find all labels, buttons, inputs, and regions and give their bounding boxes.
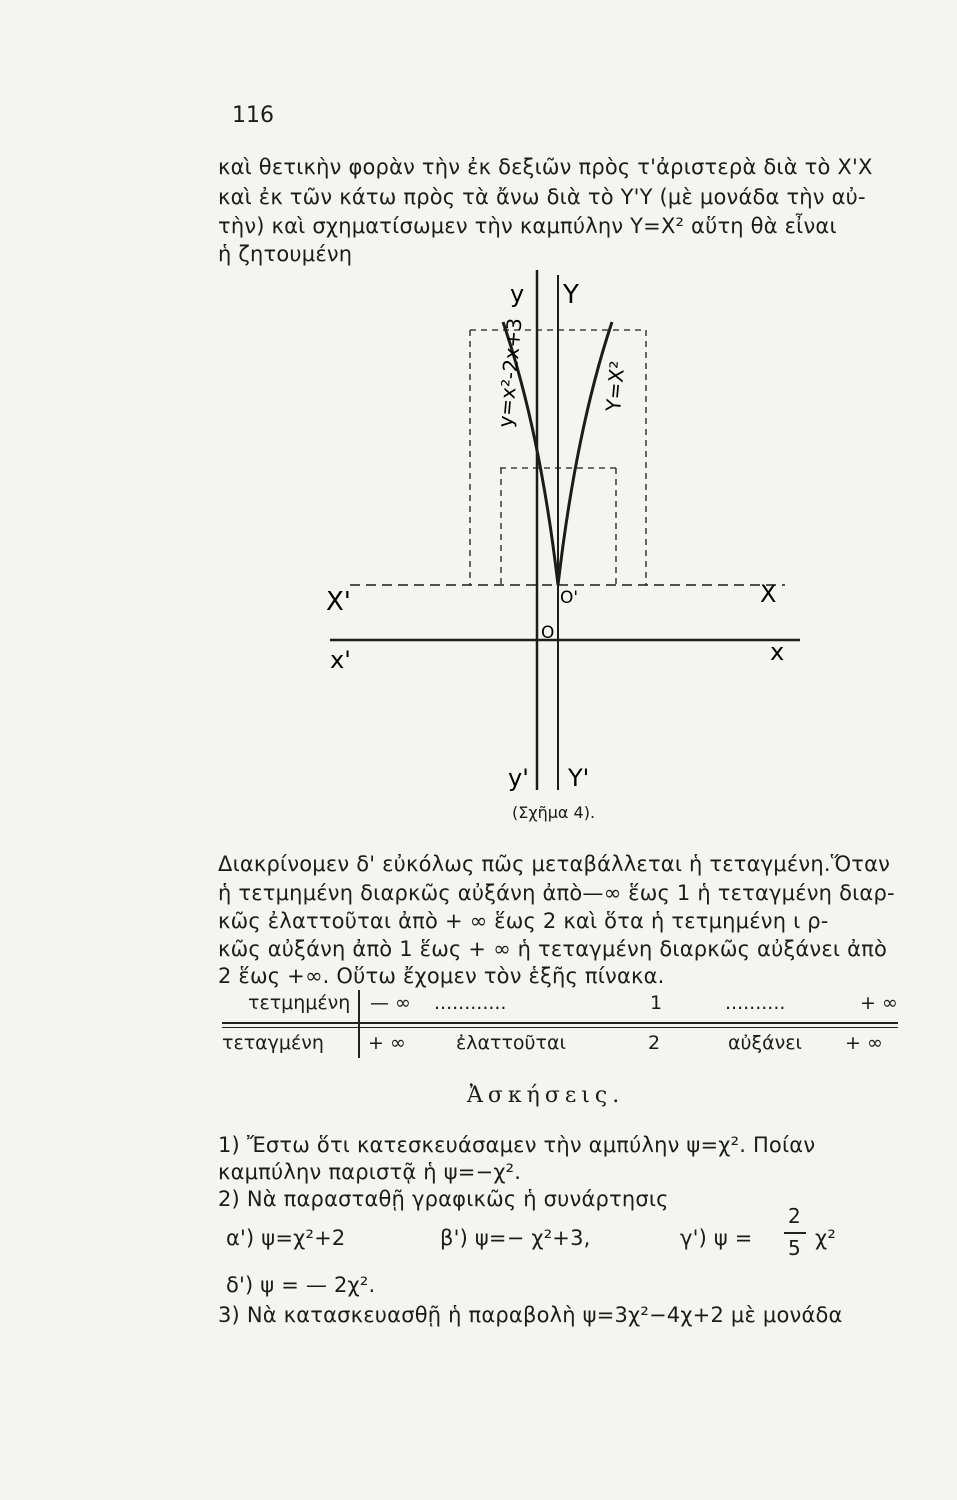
Y-label: Y (563, 280, 579, 310)
X-prime-label: X' (326, 587, 351, 617)
exercises-heading: Ἀσκήσεις. (467, 1083, 625, 1108)
table-cell: αὐξάνει (728, 1032, 802, 1054)
figure-caption: (Σχῆμα 4). (512, 803, 596, 822)
text-line: ἡ ζητουμένη (218, 242, 353, 266)
X-label: X (760, 580, 777, 608)
text-line: ἡ τετμημένη διαρκῶς αὐξάνη ἀπὸ—∞ ἕως 1 ἡ τεταγμένη διαρ- (218, 881, 895, 905)
y-label: y (510, 280, 525, 308)
table-cell: .......... (725, 992, 786, 1014)
table-cell: ............ (434, 992, 507, 1014)
table-cell: + ∞ (860, 992, 898, 1014)
exercise-line: 1) Ἔστω ὅτι κατεσκευάσαμεν τὴν αμπύλην ψ=χ². Ποίαν (218, 1133, 816, 1157)
exercise-item-b: β') ψ=− χ²+3, (440, 1226, 591, 1250)
table-rule (222, 1022, 898, 1024)
O-label: O (541, 623, 555, 643)
text-line: Διακρίνομεν δ' εὐκόλως πῶς μεταβάλλεται ἡ τεταγμένη.Ὅταν (218, 852, 891, 876)
table-label: τετμημένη (248, 992, 351, 1014)
table-row (220, 988, 900, 1022)
curve-label-Y: Y=X² (601, 359, 630, 413)
exercise-item-c: γ') ψ = (680, 1226, 753, 1250)
fraction-bar (784, 1232, 806, 1234)
exercise-item-d: δ') ψ = — 2χ². (226, 1273, 376, 1297)
fraction-numerator: 2 (788, 1204, 801, 1228)
page-number: 116 (232, 103, 274, 128)
text-line: κῶς ἐλαττοῦται ἀπὸ + ∞ ἕως 2 καὶ ὅτα ἡ τετμημένη ι ρ- (218, 909, 829, 933)
text-line: 2 ἕως +∞. Οὕτω ἔχομεν τὸν ἑξῆς πίνακα. (218, 964, 665, 988)
text-line: τὴν) καὶ σχηματίσωμεν τὴν καμπύλην Υ=Χ² αὕτη θὰ εἶναι (218, 214, 837, 238)
table-cell: + ∞ (368, 1032, 406, 1054)
y-prime-label: y' (508, 764, 529, 792)
text-line: καὶ θετικὴν φορὰν τὴν ἐκ δεξιῶν πρὸς τ'ἀριστερὰ διὰ τὸ Χ'Χ (218, 155, 873, 179)
table-cell: 1 (650, 992, 663, 1014)
fraction-denominator: 5 (788, 1236, 801, 1260)
exercise-line: 3) Νὰ κατασκευασθῇ ἡ παραβολὴ ψ=3χ²−4χ+2 μὲ μονάδα (218, 1303, 843, 1327)
table-cell: 2 (648, 1032, 661, 1054)
table-cell: + ∞ (845, 1032, 883, 1054)
x-label: x (770, 638, 785, 666)
table-label: τεταγμένη (222, 1032, 324, 1054)
table-cell: ἐλαττοῦται (456, 1032, 566, 1054)
curve-label-y: y=x²-2x+3 (493, 317, 527, 429)
Y-prime-label: Y' (568, 764, 590, 792)
text-line: καὶ ἐκ τῶν κάτω πρὸς τὰ ἄνω διὰ τὸ Υ'Υ (μὲ μονάδα τὴν αὐ- (218, 185, 866, 209)
exercise-line: καμπύλην παριστᾷ ἡ ψ=−χ². (218, 1160, 522, 1184)
fraction-variable: χ² (815, 1226, 836, 1250)
text-line: κῶς αὐξάνη ἀπὸ 1 ἕως + ∞ ἡ τεταγμένη διαρκῶς αὐξάνει ἀπὸ (218, 937, 887, 961)
table-row (220, 1028, 900, 1062)
exercise-item-a: α') ψ=χ²+2 (226, 1226, 346, 1250)
x-prime-label: x' (330, 646, 351, 674)
O-prime-label: O' (560, 588, 579, 608)
exercise-line: 2) Νὰ παρασταθῇ γραφικῶς ἡ συνάρτησις (218, 1187, 669, 1211)
table-cell: — ∞ (370, 992, 411, 1014)
